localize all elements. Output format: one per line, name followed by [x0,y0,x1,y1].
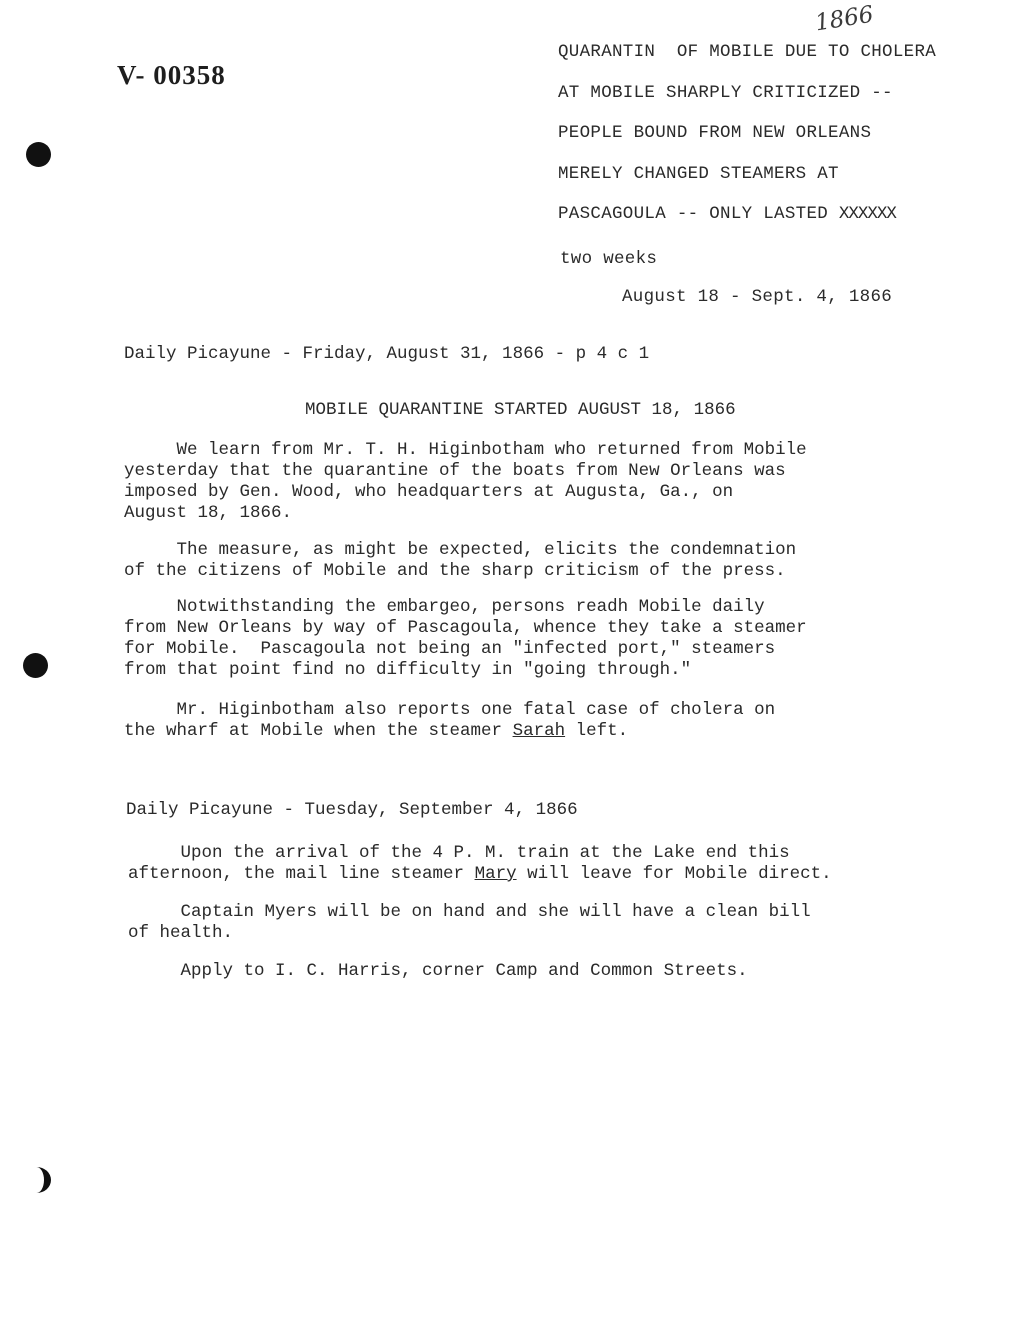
punch-hole-middle [23,653,48,678]
headline-line-3: PEOPLE BOUND FROM NEW ORLEANS [558,123,872,143]
headline-line-5 [558,204,896,224]
headline-line-5-text: PASCAGOULA -- ONLY LASTED [558,204,839,224]
section1-paragraph-2: The measure, as might be expected, elicits the condemnation of the citizens of Mobile and the sharp criticism of the press. [124,540,797,581]
section1-paragraph-4 [124,700,944,742]
headline-line-4: MERELY CHANGED STEAMERS AT [558,164,839,184]
section1-source: Daily Picayune - Friday, August 31, 1866 - p 4 c 1 [124,344,650,364]
punch-hole-bottom [22,1167,51,1193]
section2-paragraph-2: Captain Myers will be on hand and she will have a clean bill of health. [128,902,811,943]
section1-title: MOBILE QUARANTINE STARTED AUGUST 18, 1866 [305,400,736,420]
headline-line-2: AT MOBILE SHARPLY CRITICIZED -- [558,83,893,103]
section1-paragraph-4-text: Mr. Higinbotham also reports one fatal case of cholera on the wharf at Mobile when the steamer [124,700,776,741]
file-number-stamp: V- 00358 [117,60,226,90]
section1-paragraph-1: We learn from Mr. T. H. Higinbotham who returned from Mobile yesterday that the quarantine of the boats from New Orleans was imposed by Gen. Wood, who headquarters at Augusta, Ga., on August 18, 1866. [124,440,807,523]
section1-paragraph-3: Notwithstanding the embargeo, persons readh Mobile daily from New Orleans by way of Pascagoula, whence they take a steamer for Mobile. Pascagoula not being an "infected port," steamers from that point find no difficulty in "going through." [124,597,807,680]
headline-date-range: August 18 - Sept. 4, 1866 [622,287,893,307]
section1-paragraph-4-end: left. [565,721,629,741]
headline-line-1: QUARANTIN OF MOBILE DUE TO CHOLERA [558,42,937,62]
section2-paragraph-1-end: will leave for Mobile direct. [516,864,832,884]
section2-paragraph-1-text: Upon the arrival of the 4 P. M. train at the Lake end this afternoon, the mail line steamer [128,843,790,884]
punch-hole-top [26,142,51,167]
section2-source: Daily Picayune - Tuesday, September 4, 1866 [126,800,578,820]
struck-text: XXXXXX [838,204,896,224]
section2-paragraph-1 [128,843,948,885]
section2-paragraph-3: Apply to I. C. Harris, corner Camp and Common Streets. [128,961,748,981]
handwritten-year: 1866 [813,1,876,37]
headline-line-6: two weeks [560,249,658,269]
steamer-name-mary: Mary [474,864,517,884]
steamer-name-sarah: Sarah [512,721,566,741]
